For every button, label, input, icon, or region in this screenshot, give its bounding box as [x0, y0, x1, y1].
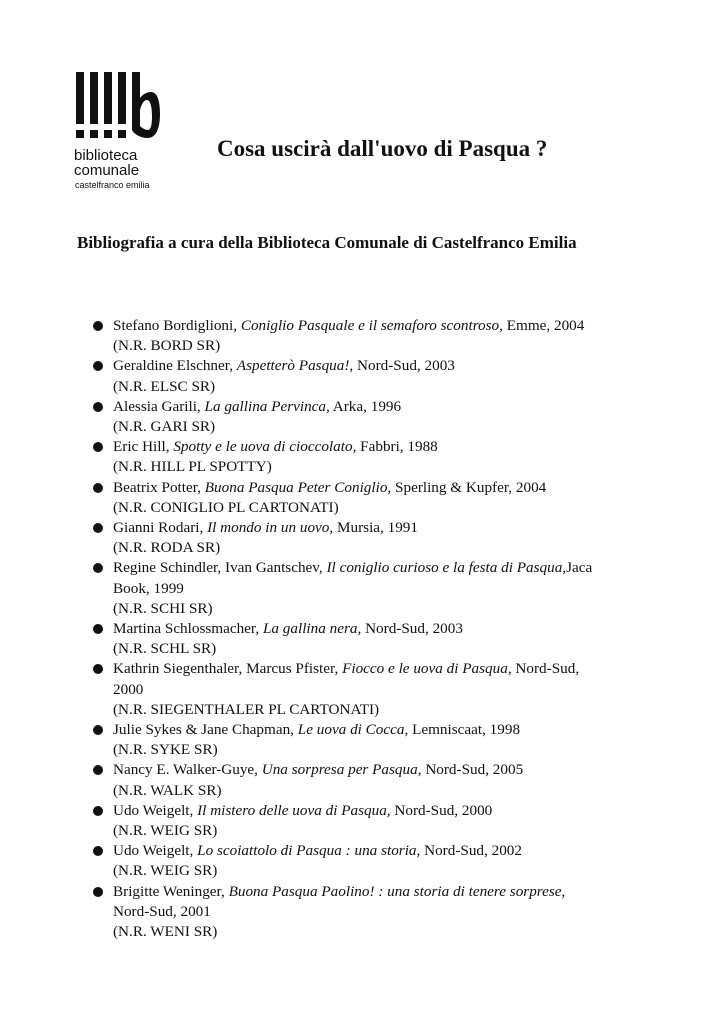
entry-callno: (N.R. SCHL SR) [113, 640, 217, 658]
bullet-icon [93, 725, 103, 735]
logo-line-1: biblioteca [74, 147, 138, 164]
bullet-icon [93, 563, 103, 573]
entry-callno: (N.R. BORD SR) [113, 337, 221, 355]
entry-title: La gallina nera, [262, 620, 362, 638]
list-item [93, 801, 663, 841]
bullet-icon [93, 664, 103, 674]
bullet-icon [93, 806, 103, 816]
entry-title: Aspetterò Pasqua! [236, 357, 350, 375]
bibliography-list [93, 316, 663, 942]
list-item [93, 437, 663, 477]
library-logo [72, 70, 172, 194]
entry-title: Le uova di Cocca, [297, 721, 409, 739]
page-subtitle: Bibliografia a cura della Biblioteca Comunale di Castelfranco Emilia [77, 233, 577, 252]
list-item [93, 619, 663, 659]
entry-callno: (N.R. RODA SR) [113, 539, 221, 557]
bullet-icon [93, 442, 103, 452]
entry-author: Geraldine Elschner, [113, 357, 237, 375]
bullet-icon [93, 321, 103, 331]
entry-title: Coniglio Pasquale e il semaforo scontroso, [240, 317, 503, 334]
entry-title: Lo scoiattolo di Pasqua : una storia [197, 842, 417, 860]
entry-publisher: Nord-Sud, 2000 [390, 801, 493, 819]
logo-line-3: castelfranco emilia [75, 180, 150, 190]
list-item [93, 720, 663, 760]
bullet-icon [93, 624, 103, 634]
list-item [93, 397, 663, 437]
entry-title: Il mondo in un uovo, [207, 519, 334, 537]
entry-title: Buona Pasqua Peter Coniglio, [204, 478, 392, 496]
entry-publisher: , Nord-Sud, 2003 [349, 357, 455, 375]
bullet-icon [93, 765, 103, 775]
entry-author: Beatrix Potter, [113, 478, 205, 496]
list-item [93, 760, 663, 800]
list-item [93, 518, 663, 558]
entry-callno: (N.R. HILL PL SPOTTY) [113, 458, 272, 476]
entry-publisher: Emme, 2004 [502, 317, 585, 334]
entry-callno: (N.R. SIEGENTHALER PL CARTONATI) [113, 700, 380, 718]
entry-author: Udo Weigelt, [113, 842, 198, 860]
entry-publisher: Arka, 1996 [329, 397, 402, 415]
list-item [93, 882, 663, 943]
entry-callno: (N.R. WEIG SR) [113, 822, 218, 840]
list-item [93, 659, 663, 720]
entry-title: Il mistero delle uova di Pasqua, [197, 801, 391, 819]
list-item [93, 478, 663, 518]
entry-publisher-continued: 2000 [113, 680, 144, 698]
entry-publisher: , Fabbri, 1988 [352, 438, 438, 456]
entry-author: Regine Schindler, Ivan Gantschev, [113, 559, 327, 577]
entry-author: Alessia Garili, [113, 397, 205, 415]
bullet-icon [93, 523, 103, 533]
entry-callno: (N.R. WEIG SR) [113, 862, 218, 880]
entry-title: Una sorpresa per Pasqua, [261, 761, 422, 779]
entry-author: Udo Weigelt, [113, 801, 198, 819]
entry-publisher: Nord-Sud, 2003 [361, 620, 463, 638]
entry-author: Martina Schlossmacher, [113, 620, 263, 638]
entry-callno: (N.R. SCHI SR) [113, 599, 213, 617]
entry-title: Fiocco e le uova di Pasqua, [342, 660, 512, 678]
entry-callno: (N.R. WENI SR) [113, 923, 218, 941]
entry-title: La gallina Pervinca, [204, 397, 330, 415]
entry-author: Eric Hill, [113, 438, 174, 456]
entry-publisher: Sperling & Kupfer, 2004 [391, 478, 547, 496]
entry-author: Brigitte Weninger, [113, 882, 229, 900]
entry-author: Kathrin Siegenthaler, Marcus Pfister, [113, 660, 343, 678]
list-item [93, 356, 663, 396]
entry-callno: (N.R. SYKE SR) [113, 741, 218, 759]
bullet-icon [93, 483, 103, 493]
entry-title: Spotty e le uova di cioccolato [173, 438, 353, 456]
entry-callno: (N.R. ELSC SR) [113, 377, 216, 395]
entry-callno: (N.R. GARI SR) [113, 418, 216, 436]
entry-publisher: Nord-Sud, [511, 660, 580, 678]
entry-publisher: , Nord-Sud, 2002 [416, 842, 522, 860]
entry-author: Julie Sykes & Jane Chapman, [113, 721, 298, 739]
entry-callno: (N.R. CONIGLIO PL CARTONATI) [113, 498, 339, 516]
logo-line-2: comunale [74, 162, 140, 179]
entry-publisher: Lemniscaat, 1998 [408, 721, 521, 739]
entry-author: Nancy E. Walker-Guye, [113, 761, 262, 779]
entry-publisher-continued: Nord-Sud, 2001 [113, 902, 211, 920]
bullet-icon [93, 846, 103, 856]
page-title: Cosa uscirà dall'uovo di Pasqua ? [217, 136, 548, 161]
entry-publisher-continued: Book, 1999 [113, 579, 184, 597]
entry-title: Il coniglio curioso e la festa di Pasqua, [326, 559, 567, 577]
list-item [93, 841, 663, 881]
entry-publisher: Jaca [566, 559, 593, 577]
list-item [93, 558, 663, 619]
entry-publisher: Nord-Sud, 2005 [421, 761, 524, 779]
list-item [93, 316, 663, 356]
bullet-icon [93, 402, 103, 412]
entry-publisher: Mursia, 1991 [333, 519, 418, 537]
bullet-icon [93, 361, 103, 371]
entry-callno: (N.R. WALK SR) [113, 781, 222, 799]
bullet-icon [93, 887, 103, 897]
entry-title: Buona Pasqua Paolino! : una storia di tenere sorprese, [228, 882, 566, 900]
entry-author: Gianni Rodari, [113, 519, 208, 537]
entry-author: Stefano Bordiglioni, [113, 317, 241, 334]
logo-bars-icon [76, 70, 160, 140]
